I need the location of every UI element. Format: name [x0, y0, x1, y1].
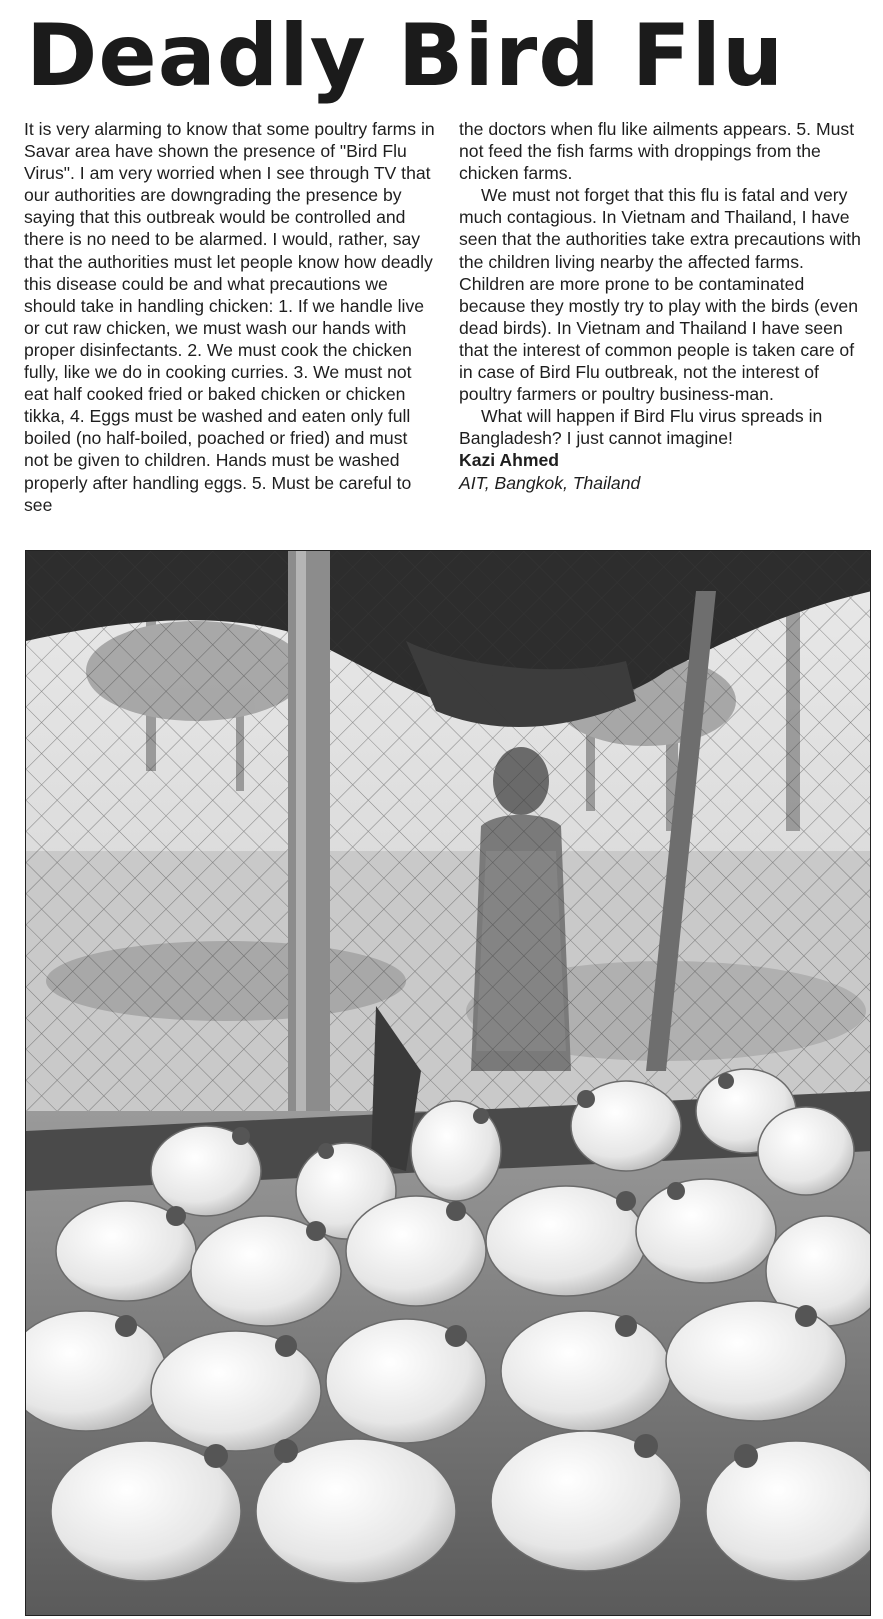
article-paragraph: It is very alarming to know that some poultry farms in Savar area have shown the presence of "Bird Flu Virus". I am very worried when I see through TV that our authorities are downgrading the presence by saying that this outbreak would be controlled and there is no need to be alarmed. I would, rather, say that the authorities must let people know how deadly this disease could be and what precautions we should take in handling chicken: 1. If we handle live or cut raw chicken, we must wash our hands with proper disinfectants. 2. We must cook the chicken fully, like we do in cooking curries. 3. We must not eat half cooked fried or baked chicken or chicken tikka, 4. Eggs must be washed and eaten only full boiled (no half-boiled, poached or fried) and must not be given to children. Hands must be washed properly after handling eggs. 5. Must be careful to see	[24, 119, 435, 515]
article-column-right	[459, 118, 871, 494]
article-paragraph: What will happen if Bird Flu virus spreads in Bangladesh? I just cannot imagine!	[459, 406, 823, 449]
article-column-left	[24, 118, 436, 516]
author-affiliation: AIT, Bangkok, Thailand	[459, 472, 641, 493]
article-photo	[25, 550, 871, 1616]
headline: Deadly Bird Flu	[26, 6, 785, 106]
article-paragraph: We must not forget that this flu is fatal and very much contagious. In Vietnam and Thailand, I have seen that the authorities take extra precautions with the children living nearby the affected farms. Children are more prone to be contaminated because they mostly try to play with the birds (even dead birds). In Vietnam and Thailand I have seen that the interest of common people is taken care of in case of Bird Flu outbreak, not the interest of poultry farmers or poultry business-man.	[459, 185, 861, 405]
chicken-farm-photo	[26, 551, 871, 1616]
article-paragraph: the doctors when flu like ailments appears. 5. Must not feed the fish farms with droppings from the chicken farms.	[459, 119, 855, 184]
author-name: Kazi Ahmed	[459, 450, 560, 471]
